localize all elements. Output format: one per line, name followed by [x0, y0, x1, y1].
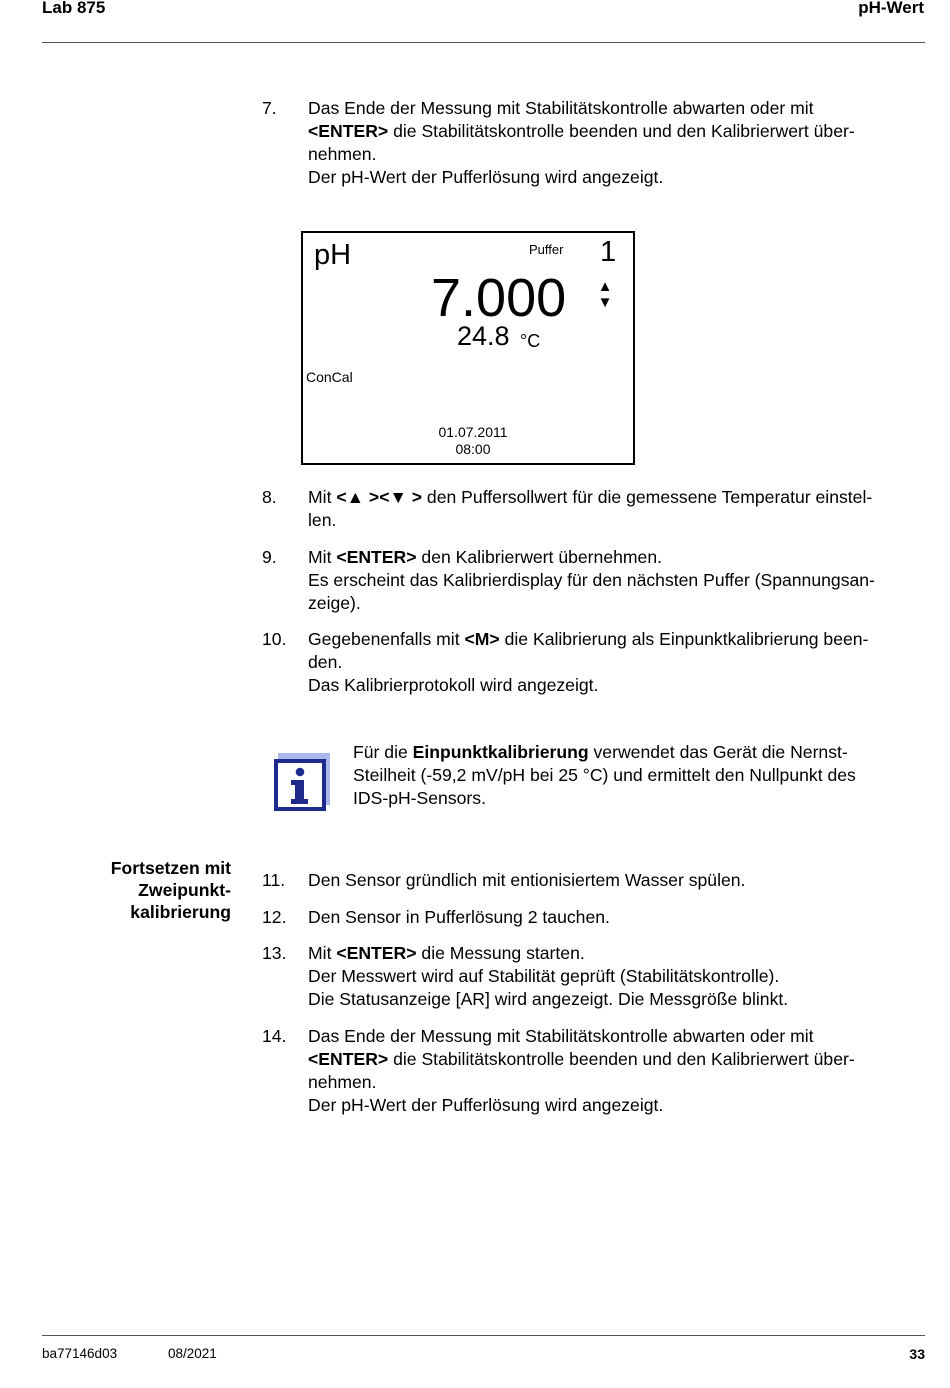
display-date: 01.07.2011 — [438, 424, 508, 440]
page-number: 33 — [909, 1346, 925, 1362]
step-line: Die Statusanzeige [AR] wird angezeigt. Die Messgröße blinkt. — [308, 989, 789, 1009]
display-time: 08:00 — [455, 441, 491, 457]
step-line: Das Kalibrierprotokoll wird angezeigt. — [308, 675, 599, 695]
display-temperature: 24.8 — [457, 321, 510, 351]
info-term: Einpunktkalibrierung — [412, 742, 589, 762]
step-14 — [262, 1025, 942, 1117]
step-line: Gegebenenfalls mit <M> die Kalibrierung als Einpunktkalibrierung been- — [308, 629, 869, 649]
key-arrows: <▲ ><▼ > — [336, 487, 423, 507]
step-line: Das Ende der Messung mit Stabilitätskontrolle abwarten oder mit — [308, 1026, 814, 1046]
step-number: 11. — [262, 870, 286, 890]
info-line: IDS-pH-Sensors. — [353, 788, 486, 808]
header-rule — [42, 42, 925, 43]
step-line: Es erscheint das Kalibrierdisplay für den nächsten Puffer (Spannungsan- — [308, 570, 875, 590]
arrow-down-icon: ▼ — [597, 294, 613, 311]
step-11 — [262, 869, 942, 892]
arrow-up-icon: ▲ — [597, 278, 613, 295]
info-line: Für die Einpunktkalibrierung verwendet das Gerät die Nernst- — [353, 742, 848, 762]
step-9 — [262, 546, 942, 615]
step-number: 8. — [262, 487, 277, 507]
display-buffer-label: Puffer — [529, 242, 564, 257]
display-mode: ConCal — [306, 369, 353, 385]
step-line: Der pH-Wert der Pufferlösung wird angezeigt. — [308, 167, 664, 187]
step-line: Mit <ENTER> die Messung starten. — [308, 943, 585, 963]
header-product: Lab 875 — [42, 0, 106, 17]
display-datetime — [303, 424, 643, 458]
step-10 — [262, 628, 942, 697]
step-line: Mit <ENTER> den Kalibrierwert übernehmen. — [308, 547, 663, 567]
step-line: den. — [308, 652, 343, 672]
display-buffer-number: 1 — [600, 236, 617, 268]
step-number: 13. — [262, 943, 287, 963]
display-value: 7.000 — [431, 268, 567, 328]
step-line: <ENTER> die Stabilitätskontrolle beenden und den Kalibrierwert über- — [308, 121, 855, 141]
key-enter: <ENTER> — [336, 547, 417, 567]
footer-rule — [42, 1335, 925, 1336]
step-line: len. — [308, 510, 337, 530]
step-12 — [262, 906, 942, 929]
step-line: Den Sensor in Pufferlösung 2 tauchen. — [308, 907, 610, 927]
display-unit: pH — [314, 239, 352, 271]
step-number: 12. — [262, 907, 287, 927]
step-line: Das Ende der Messung mit Stabilitätskontrolle abwarten oder mit — [308, 98, 814, 118]
info-line: Steilheit (-59,2 mV/pH bei 25 °C) und ermittelt den Nullpunkt des — [353, 765, 856, 785]
info-note — [353, 741, 923, 810]
step-line: Mit <▲ ><▼ > den Puffersollwert für die gemessene Temperatur einstel- — [308, 487, 873, 507]
key-enter: <ENTER> — [308, 1049, 389, 1069]
key-m: <M> — [464, 629, 500, 649]
key-enter: <ENTER> — [336, 943, 417, 963]
step-line: nehmen. — [308, 144, 377, 164]
section-heading: Fortsetzen mit Zweipunkt- kalibrierung — [110, 858, 231, 922]
step-line: zeige). — [308, 593, 361, 613]
step-line: Der pH-Wert der Pufferlösung wird angezeigt. — [308, 1095, 664, 1115]
step-number: 14. — [262, 1026, 287, 1046]
step-line: <ENTER> die Stabilitätskontrolle beenden und den Kalibrierwert über- — [308, 1049, 855, 1069]
display-arrows — [597, 279, 613, 311]
key-enter: <ENTER> — [308, 121, 389, 141]
step-7 — [262, 97, 942, 189]
info-icon — [274, 753, 330, 811]
step-number: 10. — [262, 629, 287, 649]
step-number: 9. — [262, 547, 277, 567]
step-number: 7. — [262, 98, 277, 118]
step-13 — [262, 942, 942, 1011]
step-line: Der Messwert wird auf Stabilität geprüft (Stabilitätskontrolle). — [308, 966, 780, 986]
meter-display — [301, 231, 635, 465]
step-line: nehmen. — [308, 1072, 377, 1092]
header-section: pH-Wert — [858, 0, 924, 17]
step-8 — [262, 486, 942, 532]
footer-date: 08/2021 — [168, 1346, 217, 1361]
display-temperature-unit: °C — [520, 331, 541, 351]
step-line: Den Sensor gründlich mit entionisiertem Wasser spülen. — [308, 870, 746, 890]
footer-doc-number: ba77146d03 — [42, 1346, 118, 1361]
